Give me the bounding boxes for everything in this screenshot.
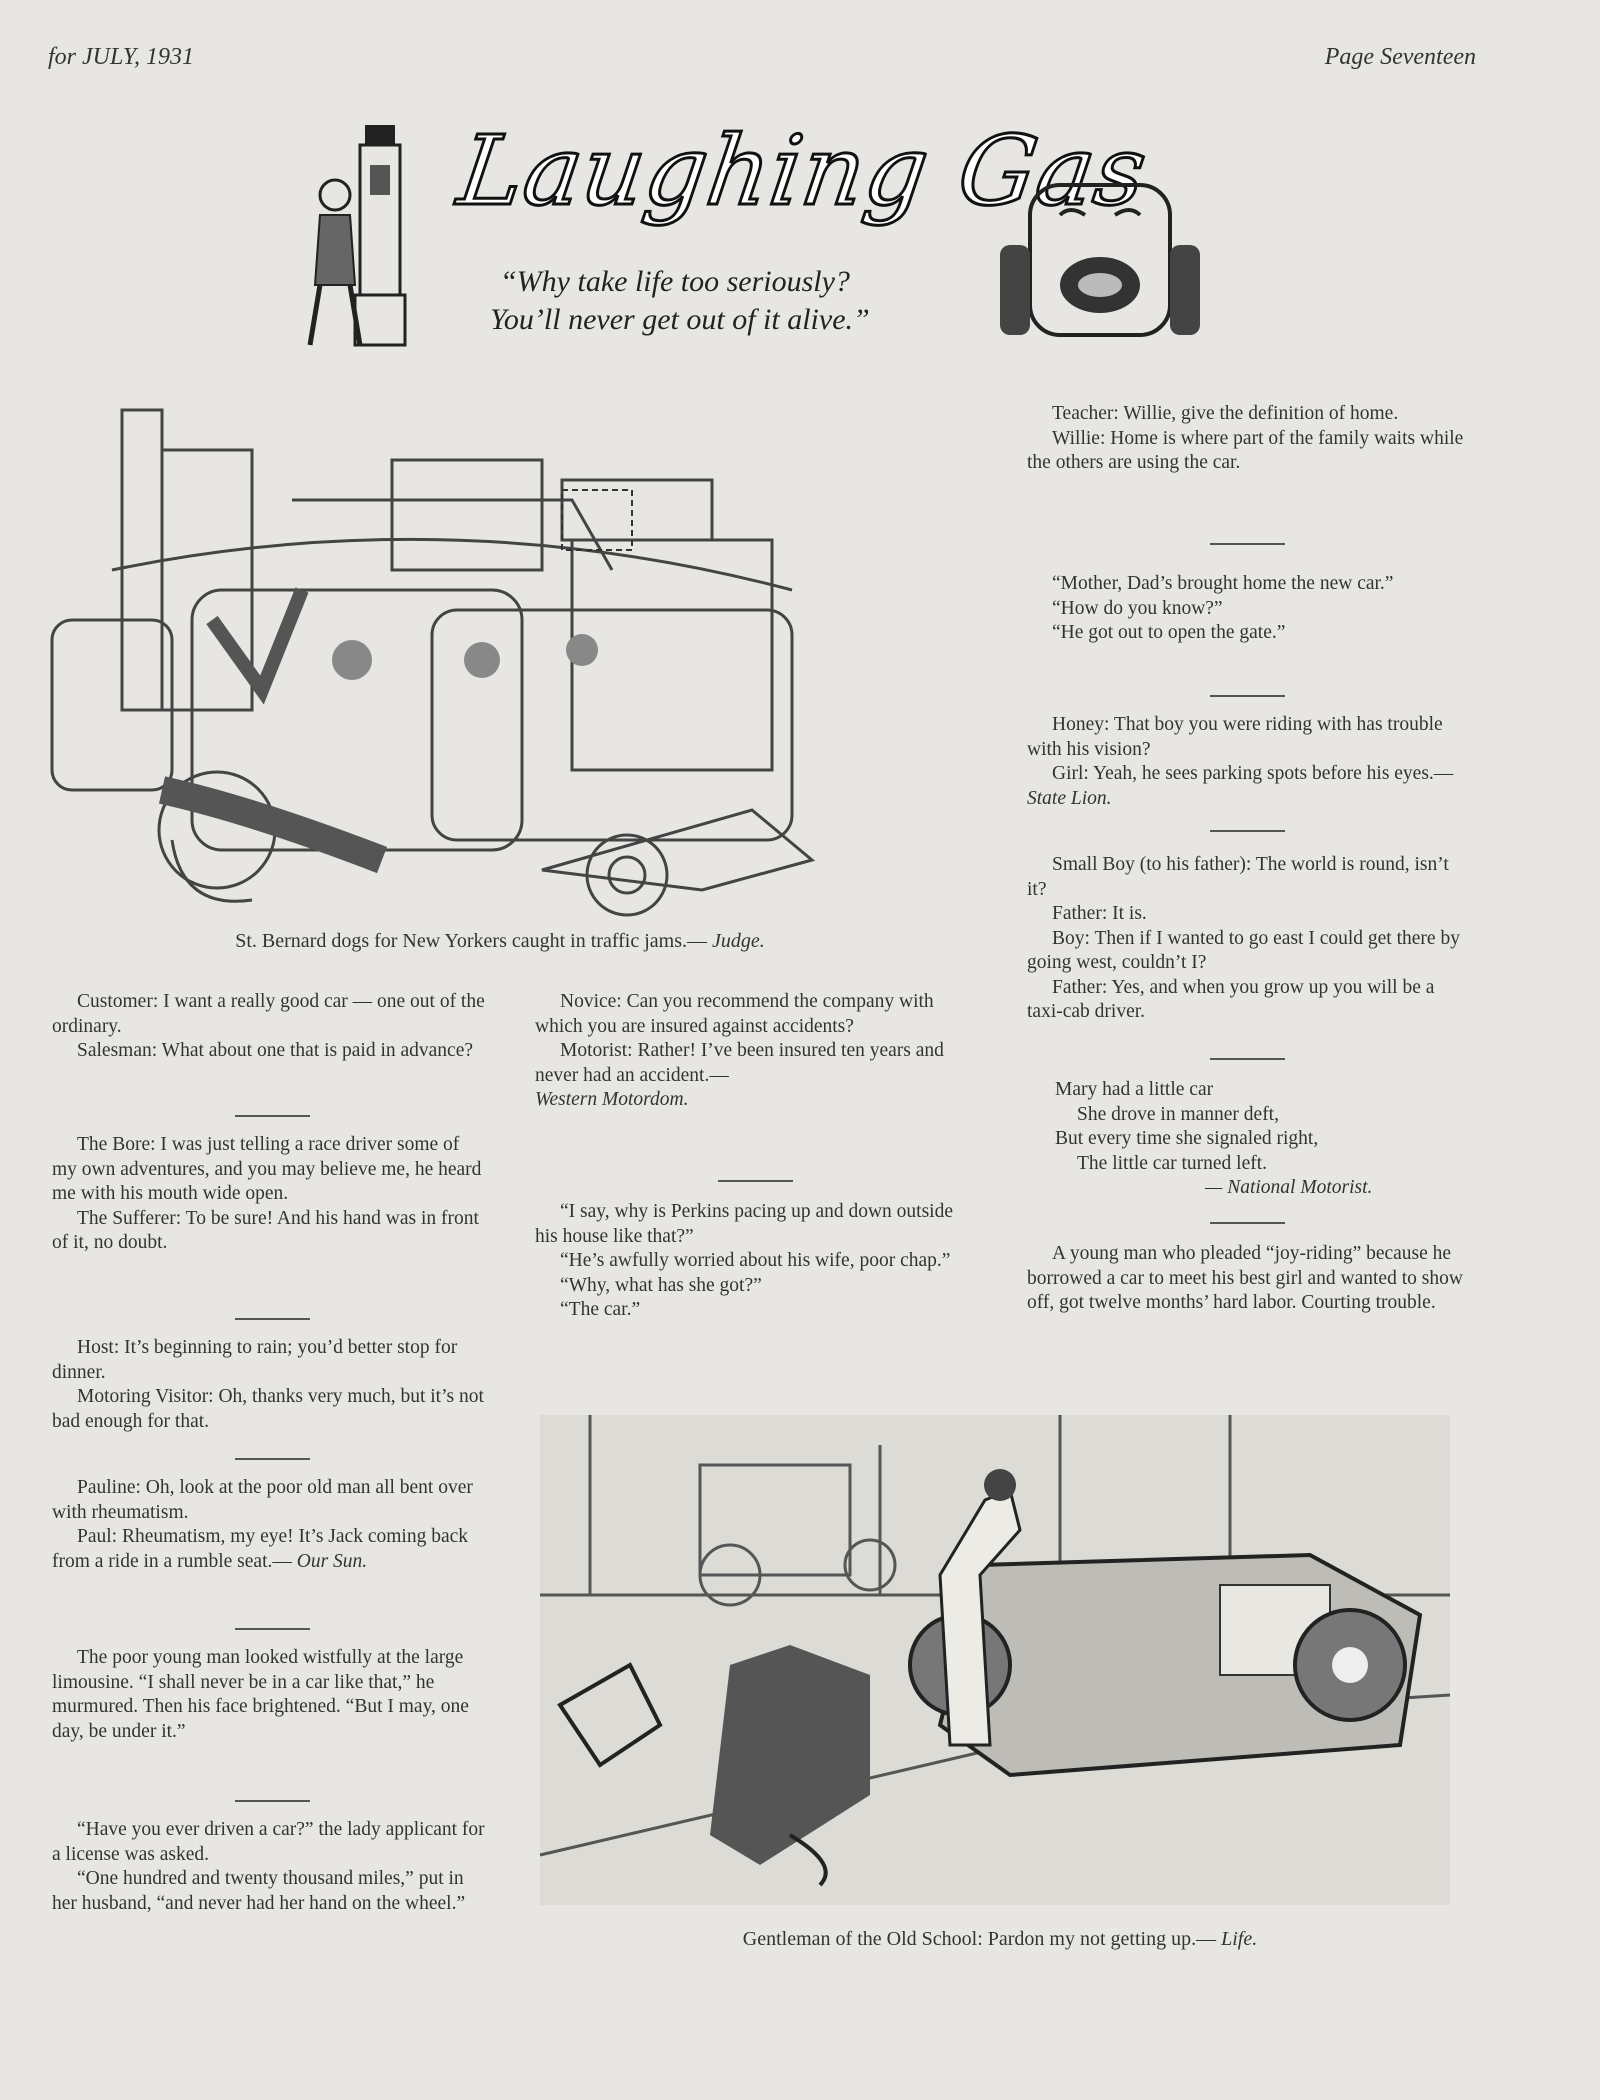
joke-line: “One hundred and twenty thousand miles,” put in her husband, “and never had her hand on the wheel.”: [52, 1868, 466, 1914]
tagline-line-2: You’ll never get out of it alive.”: [490, 303, 870, 336]
joke-line: The poor young man looked wistfully at the large limousine. “I shall never be in a car like that,” he murmured. Then his face brightened. “But I may, one day, be under it.”: [52, 1647, 469, 1742]
joke-line: “The car.”: [560, 1299, 641, 1320]
poem-line: But every time she signaled right,: [1055, 1128, 1319, 1149]
bottom-caption: [560, 1928, 1440, 1951]
joke-line: Host: It’s beginning to rain; you’d better stop for dinner.: [52, 1337, 458, 1383]
car-face-drawing: [990, 175, 1210, 355]
joke-license: [52, 1818, 488, 1916]
column-1-e: [52, 1646, 488, 1744]
column-3-b: [1027, 572, 1469, 646]
divider-rule: [718, 1180, 793, 1182]
joke-line: Pauline: Oh, look at the poor old man all bent over with rheumatism.: [52, 1477, 473, 1523]
joke-line: Honey: That boy you were riding with has trouble with his vision?: [1027, 714, 1443, 760]
joke-source: Western Motordom.: [535, 1089, 689, 1110]
joke-small-boy: [1027, 853, 1469, 1025]
top-caption-source: Judge.: [712, 930, 765, 952]
joke-source: Our Sun.: [296, 1550, 368, 1572]
divider-rule: [1210, 1058, 1285, 1060]
column-3-d: [1027, 853, 1469, 1025]
joke-line: Father: It is.: [1052, 903, 1147, 924]
joke-joyriding: [1027, 1242, 1469, 1316]
divider-rule: [235, 1628, 310, 1630]
joke-bore: [52, 1133, 488, 1256]
divider-rule: [235, 1115, 310, 1117]
tagline-line-1: “Why take life too seriously?: [500, 265, 850, 298]
joke-line: The Sufferer: To be sure! And his hand was in front of it, no doubt.: [52, 1207, 479, 1253]
joke-pauline: [52, 1476, 488, 1574]
joke-line: Willie: Home is where part of the family waits while the others are using the car.: [1027, 427, 1464, 473]
poem-source: — National Motorist.: [1205, 1177, 1373, 1198]
divider-rule: [235, 1458, 310, 1460]
joke-perkins: [535, 1200, 975, 1323]
column-1-c: [52, 1336, 488, 1434]
column-3: [1027, 402, 1469, 476]
column-1-f: [52, 1818, 488, 1916]
bottom-caption-text: Gentleman of the Old School: Pardon my not getting up.—: [742, 1928, 1222, 1950]
joke-line: Boy: Then if I wanted to go east I could get there by going west, couldn’t I?: [1027, 927, 1460, 973]
joke-line: A young man who pleaded “joy-riding” because he borrowed a car to meet his best girl and wanted to show off, got twelve months’ hard labor. Courting trouble.: [1027, 1243, 1463, 1313]
poem-line: She drove in manner deft,: [1077, 1103, 1279, 1125]
divider-rule: [235, 1318, 310, 1320]
joke-new-car: [1027, 572, 1469, 646]
column-3-c: [1027, 713, 1469, 811]
joke-honey: [1027, 713, 1469, 811]
masthead-title: Laughing Gas: [452, 115, 1154, 227]
gas-pump-attendant-drawing: [310, 125, 430, 355]
column-1: [52, 990, 488, 1064]
joke-line: “I say, why is Perkins pacing up and down outside his house like that?”: [535, 1201, 954, 1247]
joke-line: Salesman: What about one that is paid in advance?: [77, 1040, 474, 1061]
joke-line: Motoring Visitor: Oh, thanks very much, but it’s not bad enough for that.: [52, 1386, 484, 1432]
top-caption: [60, 930, 940, 953]
joke-line: “How do you know?”: [1052, 597, 1223, 619]
joke-line: “Why, what has she got?”: [560, 1274, 762, 1296]
joke-novice: [535, 990, 975, 1113]
masthead: [310, 115, 1210, 360]
masthead-tagline: [490, 263, 870, 339]
divider-rule: [1210, 695, 1285, 697]
poem-line: The little car turned left.: [1077, 1152, 1268, 1174]
column-2-b: [535, 1200, 975, 1323]
divider-rule: [235, 1800, 310, 1802]
bottom-caption-source: Life.: [1221, 1928, 1258, 1950]
divider-rule: [1210, 830, 1285, 832]
joke-line: Novice: Can you recommend the company with which you are insured against accidents?: [535, 991, 934, 1037]
joke-line: Teacher: Willie, give the definition of home.: [1052, 403, 1399, 424]
joke-line: Father: Yes, and when you grow up you will be a taxi-cab driver.: [1027, 976, 1435, 1022]
joke-line: “Mother, Dad’s brought home the new car.”: [1052, 573, 1394, 594]
old-school-gentleman-cartoon: [540, 1415, 1450, 1905]
divider-rule: [1210, 1222, 1285, 1224]
top-caption-text: St. Bernard dogs for New Yorkers caught in traffic jams.—: [235, 930, 712, 952]
column-1-b: [52, 1133, 488, 1256]
joke-line: “Have you ever driven a car?” the lady applicant for a license was asked.: [52, 1819, 485, 1865]
joke-limousine: [52, 1646, 488, 1744]
joke-line: The Bore: I was just telling a race driver some of my own adventures, and you may believe me, he heard me with his mouth wide open.: [52, 1134, 482, 1204]
joke-teacher: [1027, 402, 1469, 476]
joke-customer: [52, 990, 488, 1064]
column-2: [535, 990, 975, 1113]
joke-line: Motorist: Rather! I’ve been insured ten years and never had an accident.—: [535, 1040, 944, 1086]
joke-line: Girl: Yeah, he sees parking spots before his eyes.—: [1052, 763, 1454, 784]
poem-line: Mary had a little car: [1055, 1079, 1214, 1100]
page-number-header: Page Seventeen: [1324, 44, 1476, 70]
joke-source: State Lion.: [1027, 787, 1112, 809]
traffic-jam-cartoon: [52, 390, 952, 920]
joke-line: Small Boy (to his father): The world is round, isn’t it?: [1027, 854, 1449, 900]
divider-rule: [1210, 543, 1285, 545]
joke-line: Customer: I want a really good car — one out of the ordinary.: [52, 991, 485, 1037]
joke-line: “He’s awfully worried about his wife, poor chap.”: [560, 1250, 951, 1271]
poem-mary: [1055, 1078, 1469, 1201]
column-1-d: [52, 1476, 488, 1574]
column-3-e: [1027, 1242, 1469, 1316]
joke-line: Paul: Rheumatism, my eye! It’s Jack coming back from a ride in a rumble seat.—: [52, 1526, 468, 1572]
joke-host: [52, 1336, 488, 1434]
issue-date-header: for JULY, 1931: [48, 44, 195, 70]
joke-line: “He got out to open the gate.”: [1052, 622, 1286, 643]
